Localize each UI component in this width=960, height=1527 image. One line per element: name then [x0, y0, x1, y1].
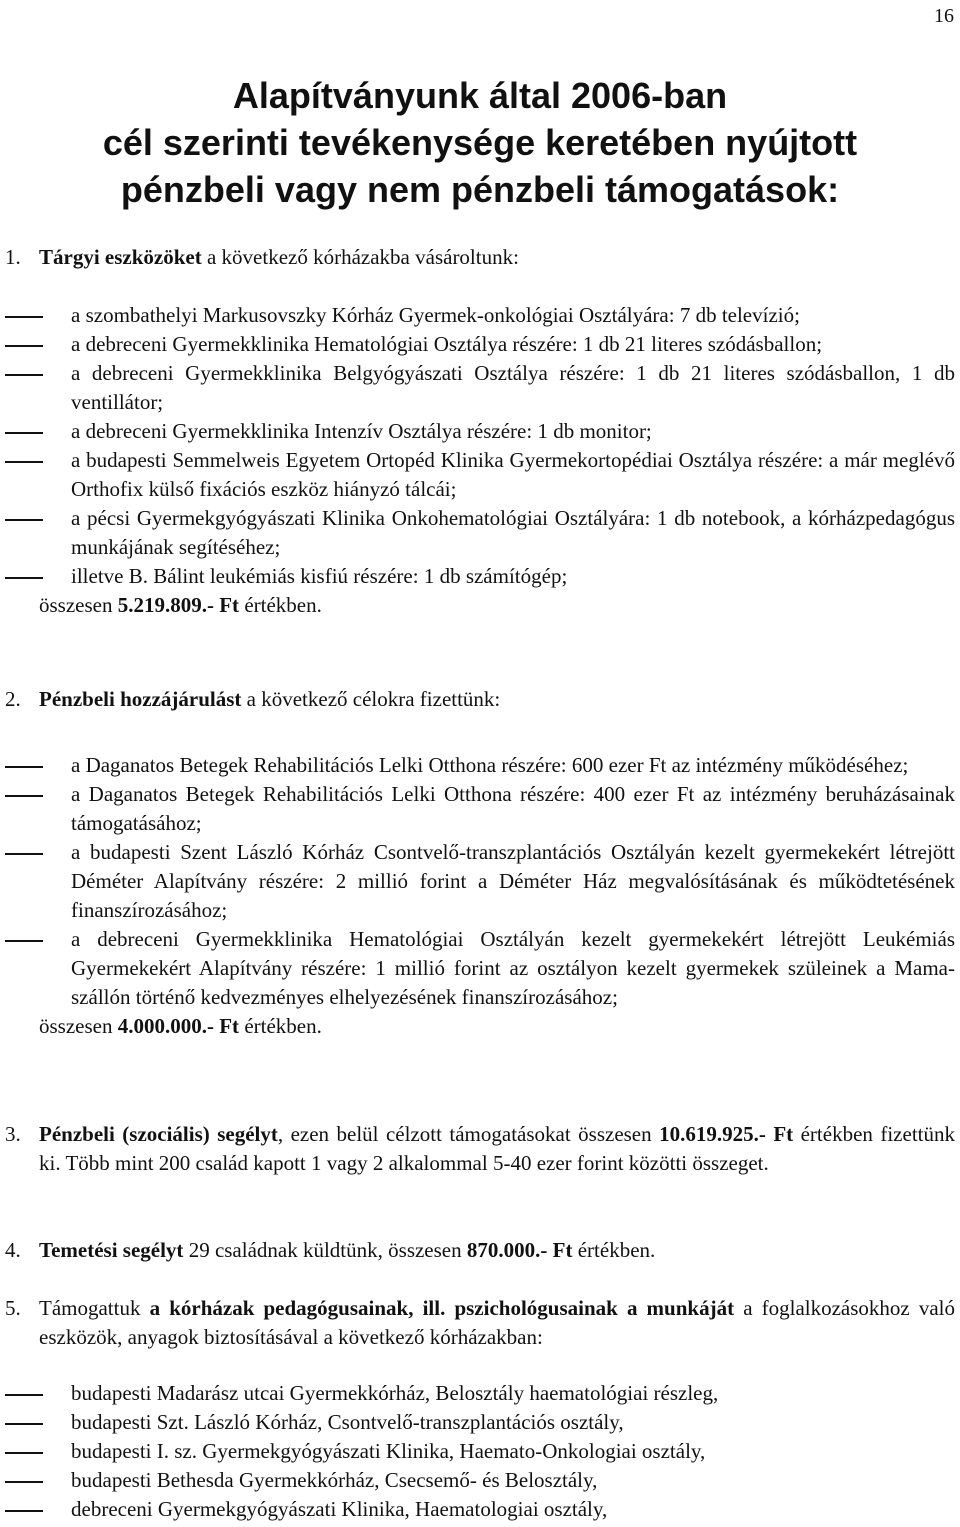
- section-3-amount: 10.619.925.- Ft: [659, 1122, 794, 1146]
- list-item: budapesti Madarász utcai Gyermekkórház, Belosztály haematológiai részleg,: [5, 1379, 955, 1408]
- list-item: a debreceni Gyermekklinika Intenzív Osztálya részére: 1 db monitor;: [5, 417, 955, 446]
- section-4-text-rest: értékben.: [572, 1238, 656, 1262]
- page-number: 16: [934, 5, 954, 27]
- section-2: [5, 685, 955, 1041]
- section-4-text-mid: 29 családnak küldtünk, összesen: [183, 1238, 467, 1262]
- section-3-text: [5, 1120, 955, 1178]
- section-2-intro: a következő célokra fizettünk:: [241, 687, 501, 711]
- section-3-text-mid: , ezen belül célzott támogatásokat összesen: [277, 1122, 660, 1146]
- list-item: a pécsi Gyermekgyógyászati Klinika Onkohematológiai Osztályára: 1 db notebook, a kórházpedagógus munkájának segítéséhez;: [5, 504, 955, 562]
- section-5-text-pre: Támogattuk: [39, 1296, 150, 1320]
- list-item: a budapesti Szent László Kórház Csontvelő-transzplantációs Osztályán kezelt gyermekekért létrejött Déméter Alapítvány részére: 2 millió forint a Déméter Ház megvalósításának és működtetésének finanszírozásához;: [5, 838, 955, 925]
- section-1: [5, 243, 955, 620]
- list-item: debreceni Gyermekgyógyászati Klinika, Haematologiai osztály,: [5, 1495, 955, 1524]
- section-1-heading: [5, 243, 955, 272]
- list-item: a debreceni Gyermekklinika Hematológiai Osztályán kezelt gyermekekért létrejött Leukémiás Gyermekekért Alapítvány részére: 1 millió forint az osztályon kezelt gyermekek szüleinek a Mama-szállón történő kedvezményes elhelyezésének finanszírozásához;: [5, 925, 955, 1012]
- total-suffix: értékben.: [239, 1014, 322, 1038]
- section-4: [5, 1236, 955, 1265]
- title-line: pénzbeli vagy nem pénzbeli támogatások:: [120, 169, 840, 210]
- total-label: összesen: [39, 593, 118, 617]
- total-label: összesen: [39, 1014, 118, 1038]
- section-4-amount: 870.000.- Ft: [466, 1238, 573, 1262]
- list-item: a debreceni Gyermekklinika Belgyógyászati Osztálya részére: 1 db 21 literes szódásballon, 1 db ventillátor;: [5, 359, 955, 417]
- section-2-bold: Pénzbeli hozzájárulást: [39, 687, 242, 711]
- list-item: budapesti Bethesda Gyermekkórház, Csecsemő- és Belosztály,: [5, 1466, 955, 1495]
- section-number: 1.: [5, 245, 21, 269]
- list-item: a debreceni Gyermekklinika Hematológiai Osztálya részére: 1 db 21 literes szódásballon;: [5, 330, 955, 359]
- total-suffix: értékben.: [239, 593, 322, 617]
- list-item: a budapesti Semmelweis Egyetem Ortopéd Klinika Gyermekortopédiai Osztálya részére: a már meglévő Orthofix külső fixációs eszköz hiányzó tálcái;: [5, 446, 955, 504]
- section-3-text-rest: értékben fizettünk ki. Több mint 200 család kapott 1 vagy 2 alkalommal 5-40 ezer forint közötti összeget.: [39, 1122, 955, 1175]
- section-5: [5, 1294, 955, 1524]
- section-number: 4.: [5, 1238, 21, 1262]
- section-4-bold: Temetési segélyt: [39, 1238, 184, 1262]
- section-number: 5.: [5, 1296, 21, 1320]
- list-item: illetve B. Bálint leukémiás kisfiú részére: 1 db számítógép;: [5, 562, 955, 591]
- section-number: 3.: [5, 1122, 21, 1146]
- page-title: [0, 72, 960, 213]
- title-line: Alapítványunk által 2006-ban: [232, 75, 728, 116]
- total-amount: 5.219.809.- Ft: [117, 593, 240, 617]
- title-line: cél szerinti tevékenysége keretében nyújtott: [102, 122, 858, 163]
- section-5-bold: a kórházak pedagógusainak, ill. pszichológusainak a munkáját: [149, 1296, 735, 1320]
- section-number: 2.: [5, 687, 21, 711]
- section-2-total: [5, 1012, 955, 1041]
- list-item: a Daganatos Betegek Rehabilitációs Lelki Otthona részére: 600 ezer Ft az intézmény működéséhez;: [5, 751, 955, 780]
- section-1-total: [5, 591, 955, 620]
- list-item: a szombathelyi Markusovszky Kórház Gyermek-onkológiai Osztályára: 7 db televízió;: [5, 301, 955, 330]
- section-3-bold: Pénzbeli (szociális) segélyt: [39, 1122, 278, 1146]
- section-1-intro: a következő kórházakba vásároltunk:: [201, 245, 519, 269]
- section-4-text: [5, 1236, 955, 1265]
- list-item: budapesti I. sz. Gyermekgyógyászati Klinika, Haemato-Onkologiai osztály,: [5, 1437, 955, 1466]
- list-item: a Daganatos Betegek Rehabilitációs Lelki Otthona részére: 400 ezer Ft az intézmény beruházásainak támogatásához;: [5, 780, 955, 838]
- list-item: budapesti Szt. László Kórház, Csontvelő-transzplantációs osztály,: [5, 1408, 955, 1437]
- total-amount: 4.000.000.- Ft: [117, 1014, 240, 1038]
- section-1-bold: Tárgyi eszközöket: [39, 245, 202, 269]
- section-5-text: [5, 1294, 955, 1352]
- section-5-text-rest: a foglalkozásokhoz való eszközök, anyagok biztosításával a következő kórházakban:: [39, 1296, 956, 1349]
- section-2-heading: [5, 685, 955, 714]
- section-3: [5, 1120, 955, 1178]
